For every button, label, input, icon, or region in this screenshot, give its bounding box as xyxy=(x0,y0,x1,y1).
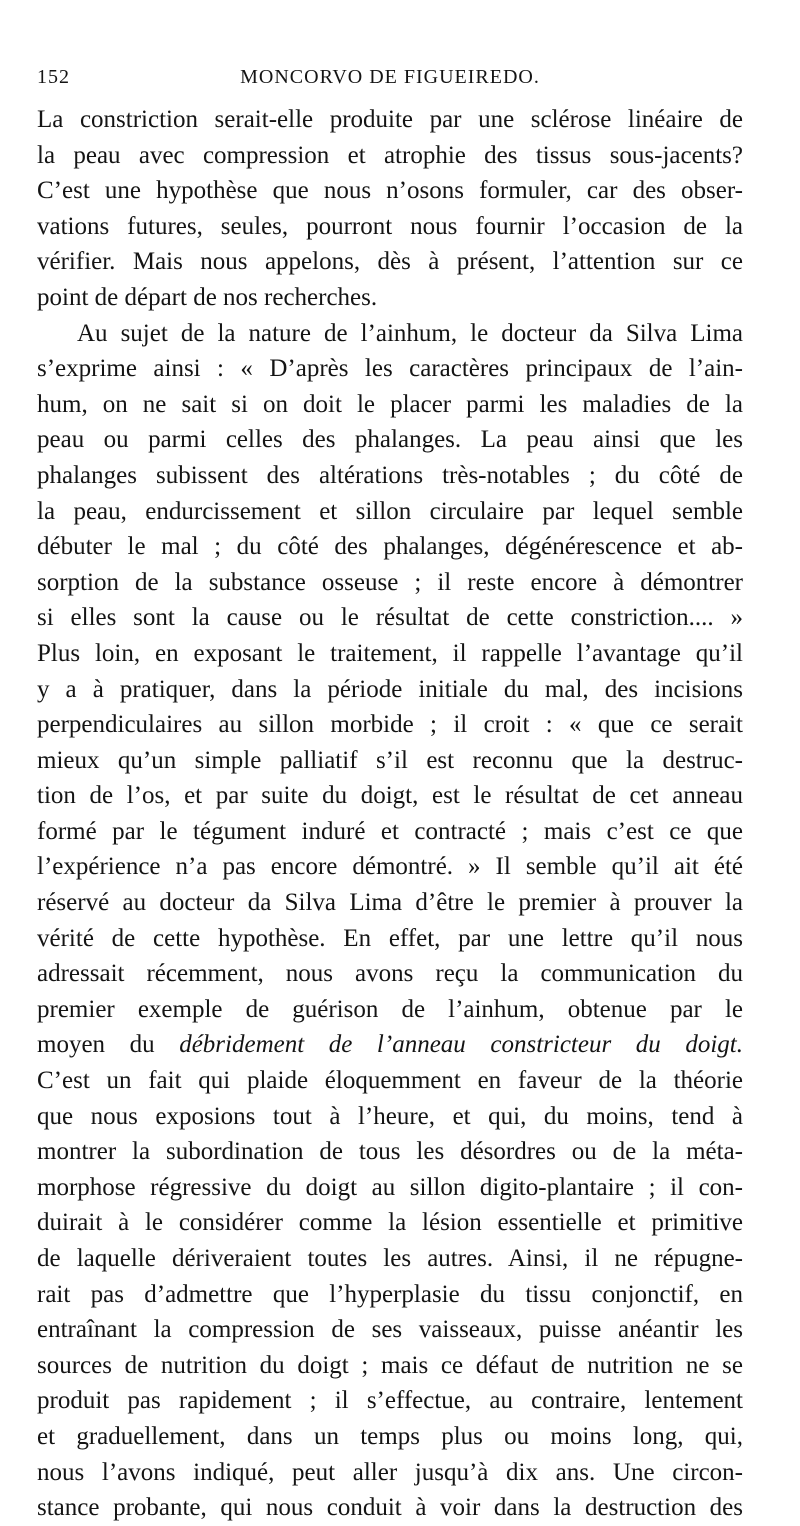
text-line: sources de nutrition du doigt ; mais ce défaut de nutrition ne se xyxy=(37,1351,743,1379)
text-line: perpendiculaires au sillon morbide ; il croit : « que ce serait xyxy=(37,711,743,739)
text-line: Plus loin, en exposant le traitement, il rappelle l’avantage qu’il xyxy=(37,639,743,667)
text-line: de laquelle dériveraient toutes les autres. Ainsi, il ne répugne- xyxy=(37,1245,743,1272)
text-line: et graduellement, dans un temps plus ou moins long, qui, xyxy=(37,1422,743,1450)
text-line: nous l’avons indiqué, peut aller jusqu’à dix ans. Une circon- xyxy=(37,1458,743,1486)
text-line: premier exemple de guérison de l’ainhum, obtenue par le xyxy=(37,995,743,1023)
text-line: phalanges subissent des altérations très-notables ; du côté de xyxy=(37,461,743,489)
text-line: vérité de cette hypothèse. En effet, par une lettre qu’il nous xyxy=(37,924,743,952)
text-line: tion de l’os, et par suite du doigt, est le résultat de cet anneau xyxy=(37,782,743,810)
italic-text-line xyxy=(37,1027,743,1063)
text-line: sorption de la substance osseuse ; il reste encore à démontrer xyxy=(37,568,743,596)
text-line: C’est une hypothèse que nous n’osons formuler, car des obser- xyxy=(37,177,743,205)
text-line: l’expérience n’a pas encore démontré. » Il semble qu’il ait été xyxy=(37,853,743,881)
text-line: mieux qu’un simple palliatif s’il est reconnu que la destruc- xyxy=(37,746,743,774)
text-line: si elles sont la cause ou le résultat de cette constriction.... » xyxy=(37,604,743,632)
text-line: débuter le mal ; du côté des phalanges, dégénérescence et ab- xyxy=(37,533,743,561)
text-line: vérifier. Mais nous appelons, dès à présent, l’attention sur ce xyxy=(37,248,743,276)
text-line: hum, on ne sait si on doit le placer parmi les maladies de la xyxy=(37,390,743,418)
body-text xyxy=(37,102,743,1526)
text-line: vations futures, seules, pourront nous fournir l’occasion de la xyxy=(37,212,743,240)
paragraph-first-line: Au sujet de la nature de l’ainhum, le docteur da Silva Lima xyxy=(77,319,743,347)
text-line: C’est un fait qui plaide éloquemment en faveur de la théorie xyxy=(37,1067,743,1095)
text-line: la peau, endurcissement et sillon circulaire par lequel semble xyxy=(37,497,743,525)
running-header xyxy=(37,66,743,94)
text-line: La constriction serait-elle produite par une sclérose linéaire de xyxy=(37,106,743,133)
line-prefix: moyen du xyxy=(37,1031,180,1059)
text-line: produit pas rapidement ; il s’effectue, au contraire, lentement xyxy=(37,1387,743,1415)
text-line: que nous exposions tout à l’heure, et qui, du moins, tend à xyxy=(37,1102,743,1130)
text-line: entraînant la compression de ses vaisseaux, puisse anéantir les xyxy=(37,1316,743,1344)
text-line: réservé au docteur da Silva Lima d’être le premier à prouver la xyxy=(37,889,743,917)
text-line: duirait à le considérer comme la lésion essentielle et primitive xyxy=(37,1209,743,1237)
text-line: morphose régressive du doigt au sillon digito-plantaire ; il con- xyxy=(37,1173,743,1201)
text-line: y a à pratiquer, dans la période initiale du mal, des incisions xyxy=(37,675,743,703)
text-line: peau ou parmi celles des phalanges. La peau ainsi que les xyxy=(37,426,743,454)
paragraph-end-line: point de départ de nos recherches. xyxy=(37,283,378,311)
text-line: stance probante, qui nous conduit à voir dans la destruction des xyxy=(37,1494,743,1522)
text-line: s’exprime ainsi : « D’après les caractères principaux de l’ain- xyxy=(37,355,743,383)
text-line: montrer la subordination de tous les désordres ou de la méta- xyxy=(37,1138,743,1166)
text-line: adressait récemment, nous avons reçu la communication du xyxy=(37,960,743,988)
text-line: rait pas d’admettre que l’hyperplasie du tissu conjonctif, en xyxy=(37,1280,743,1308)
text-line: formé par le tégument induré et contracté ; mais c’est ce que xyxy=(37,817,743,845)
running-title: MONCORVO DE FIGUEIREDO. xyxy=(240,66,540,88)
italic-phrase: débridement de l’anneau constricteur du doigt. xyxy=(179,1031,743,1059)
text-line: la peau avec compression et atrophie des tissus sous-jacents? xyxy=(37,141,743,169)
page-number: 152 xyxy=(37,66,70,88)
